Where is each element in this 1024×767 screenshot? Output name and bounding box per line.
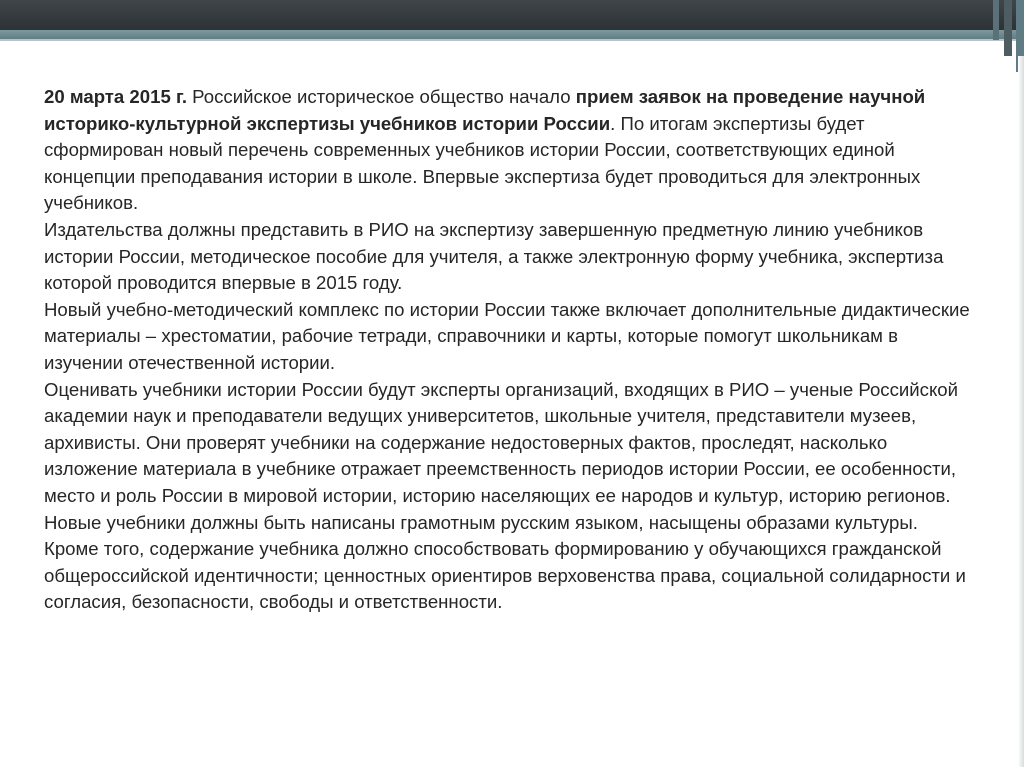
highlight-text: прием заявок на проведение научной историко-культурной экспертизы учебников истории России [44, 86, 926, 134]
date-text: 20 марта 2015 г. [44, 86, 188, 107]
paragraph-intro [44, 84, 976, 217]
paragraph-experts: Оценивать учебники истории России будут эксперты организаций, входящих в РИО – ученые Российской академии наук и преподаватели ведущих университетов, школьные учителя, представители музеев, архивисты. Они проверят учебники на содержание недостоверных фактов, проследят, насколько изложение материала в учебнике отражает преемственность периодов истории России, ее особенности, место и роль России в мировой истории, историю населяющих ее народов и культур, историю регионов. [44, 378, 959, 506]
intro-continuation-text: . По итогам экспертизы будет сформирован новый перечень современных учебников истории России, соответствующих единой концепции преподавания истории в школе. Впервые экспертиза будет проводиться для электронных учебников. [44, 112, 921, 214]
accent-bar [1004, 0, 1012, 56]
paragraph-publishers: Издательства должны представить в РИО на экспертизу завершенную предметную линию учебников истории России, методическое пособие для учителя, а также электронную форму учебника, экспертиза которой проводится впервые в 2015 году. [44, 218, 944, 294]
header-band [0, 0, 1024, 30]
paragraph-requirements: Новые учебники должны быть написаны грамотным русским языком, насыщены образами культуры. Кроме того, содержание учебника должно способствовать формированию у обучающихся гражданской общероссийской идентичности; ценностных ориентиров верховенства права, социальной солидарности и согласия, безопасности, свободы и ответственности. [44, 511, 966, 613]
accent-bar [993, 0, 999, 40]
intro-text: Российское историческое общество начало [187, 86, 576, 107]
header-stripe [0, 30, 1024, 39]
header-line [0, 39, 1024, 41]
paragraph-complex: Новый учебно-методический комплекс по истории России также включает дополнительные дидактические материалы – хрестоматии, рабочие тетради, справочники и карты, которые помогут школьникам в изучении отечественной истории. [44, 298, 970, 373]
page-edge-shadow [1018, 56, 1024, 767]
slide-body-text [44, 84, 976, 616]
